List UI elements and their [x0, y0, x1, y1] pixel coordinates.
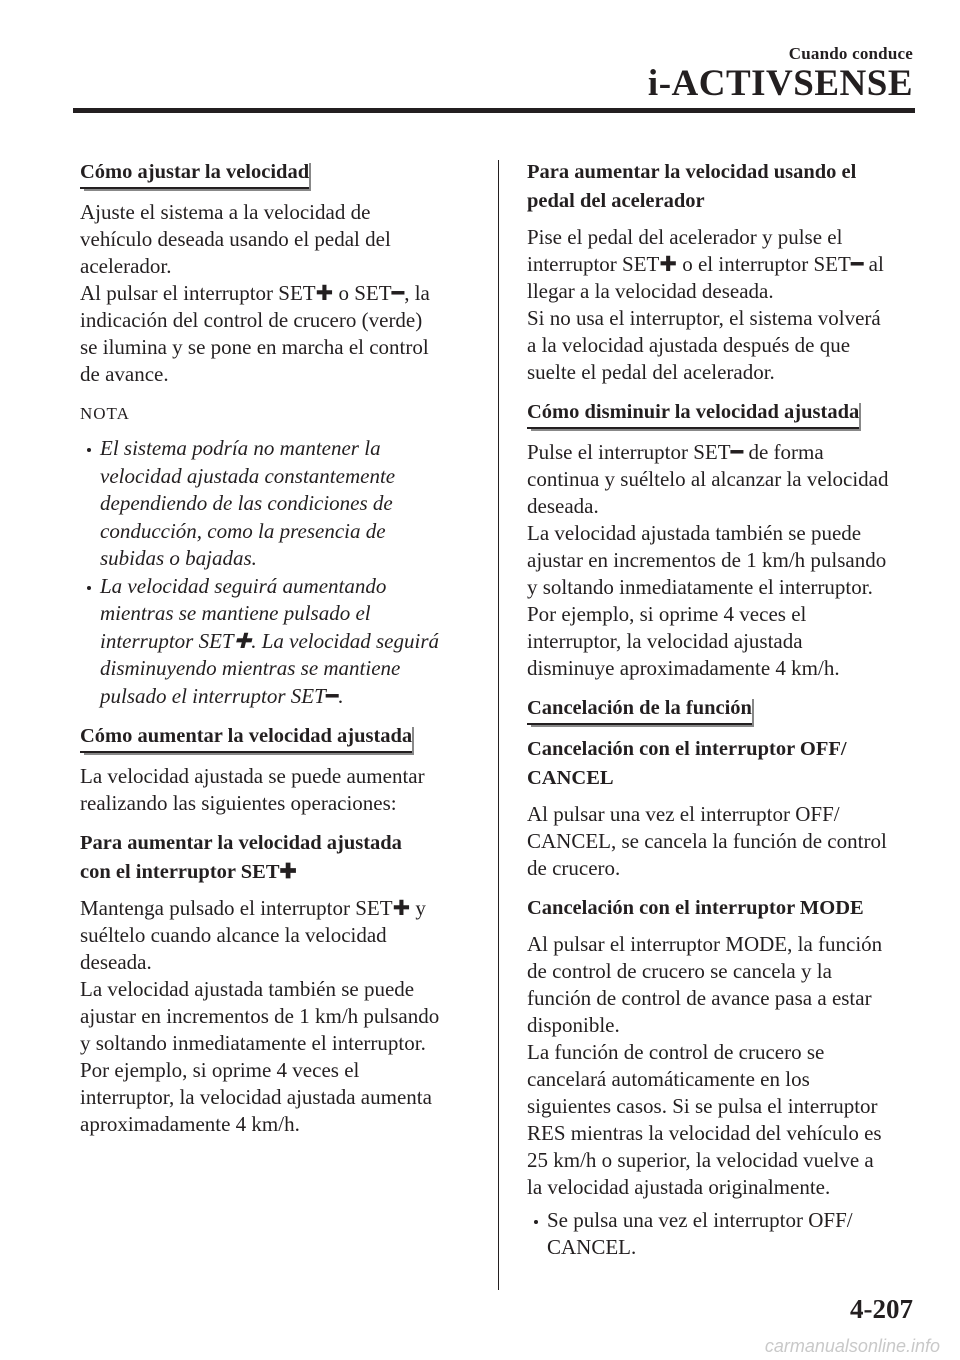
subheading-cancel-mode: Cancelación con el interruptor MODE	[527, 897, 864, 919]
paragraph-cancel-mode: Al pulsar el interruptor MODE, la función de control de crucero se cancela y la función de control de avance pasa a estar disponible. La función de control de crucero se cancelará automáticamente en los siguientes casos. Si se pulsa el interruptor RES mientras la velocidad del vehículo es 25 km/h o superior, la velocidad vuelve a la velocidad ajustada originalmente.	[527, 932, 883, 1199]
left-column	[80, 158, 480, 1150]
column-divider	[498, 160, 499, 1290]
heading-ajustar-velocidad: Cómo ajustar la velocidad	[80, 159, 309, 189]
heading-aumentar-velocidad: Cómo aumentar la velocidad ajustada	[80, 723, 412, 753]
header-section-title: Cuando conduce	[788, 44, 913, 63]
list-item: Se pulsa una vez el interruptor OFF/ CANCEL.	[547, 1207, 927, 1261]
paragraph-cancel-off: Al pulsar una vez el interruptor OFF/ CANCEL, se cancela la función de control de crucero.	[527, 802, 887, 880]
paragraph-ajustar: Ajuste el sistema a la velocidad de vehículo deseada usando el pedal del acelerador. Al pulsar el interruptor SET✚ o SET━, la indicación del control de crucero (verde) se ilumina y se pone en marcha el control de avance.	[80, 200, 430, 386]
subheading-aumentar-set: Para aumentar la velocidad ajustada con el interruptor SET✚	[80, 832, 402, 883]
subheading-aumentar-pedal: Para aumentar la velocidad usando el pedal del acelerador	[527, 161, 857, 212]
paragraph-aumentar-pedal: Pise el pedal del acelerador y pulse el interruptor SET✚ o el interruptor SET━ al llegar a la velocidad deseada. Si no usa el interruptor, el sistema volverá a la velocidad ajustada después de que suelte el pedal del acelerador.	[527, 225, 884, 384]
nota-label: NOTA	[80, 404, 130, 423]
heading-disminuir-velocidad: Cómo disminuir la velocidad ajustada	[527, 399, 859, 429]
paragraph-aumentar: La velocidad ajustada se puede aumentar realizando las siguientes operaciones:	[80, 764, 425, 815]
header-rule	[73, 108, 915, 113]
nota-list	[80, 435, 480, 710]
header-chapter-title: i-ACTIVSENSE	[647, 63, 913, 104]
page-number: 4-207	[850, 1294, 913, 1324]
watermark: carmanualsonline.info	[764, 1336, 940, 1356]
heading-cancelacion: Cancelación de la función	[527, 695, 752, 725]
paragraph-disminuir: Pulse el interruptor SET━ de forma continua y suéltelo al alcanzar la velocidad deseada. La velocidad ajustada también se puede ajustar en incrementos de 1 km/h pulsando y soltando inmediatamente el interruptor. Por ejemplo, si oprime 4 veces el interruptor, la velocidad ajustada disminuye aproximadamente 4 km/h.	[527, 440, 889, 680]
nota-item: El sistema podría no mantener la velocidad ajustada constantemente dependiendo de las condiciones de conducción, como la presencia de subidas o bajadas.	[100, 435, 480, 573]
paragraph-aumentar-set: Mantenga pulsado el interruptor SET✚ y suéltelo cuando alcance la velocidad deseada. La velocidad ajustada también se puede ajustar en incrementos de 1 km/h pulsando y soltando inmediatamente el interruptor. Por ejemplo, si oprime 4 veces el interruptor, la velocidad ajustada aumenta aproximadamente 4 km/h.	[80, 896, 440, 1136]
right-column	[527, 158, 927, 1261]
subheading-cancel-off: Cancelación con el interruptor OFF/ CANCEL	[527, 738, 847, 789]
cancel-bullet-list	[527, 1207, 927, 1261]
nota-item: La velocidad seguirá aumentando mientras se mantiene pulsado el interruptor SET✚. La velocidad seguirá disminuyendo mientras se mantiene pulsado el interruptor SET━.	[100, 573, 480, 711]
